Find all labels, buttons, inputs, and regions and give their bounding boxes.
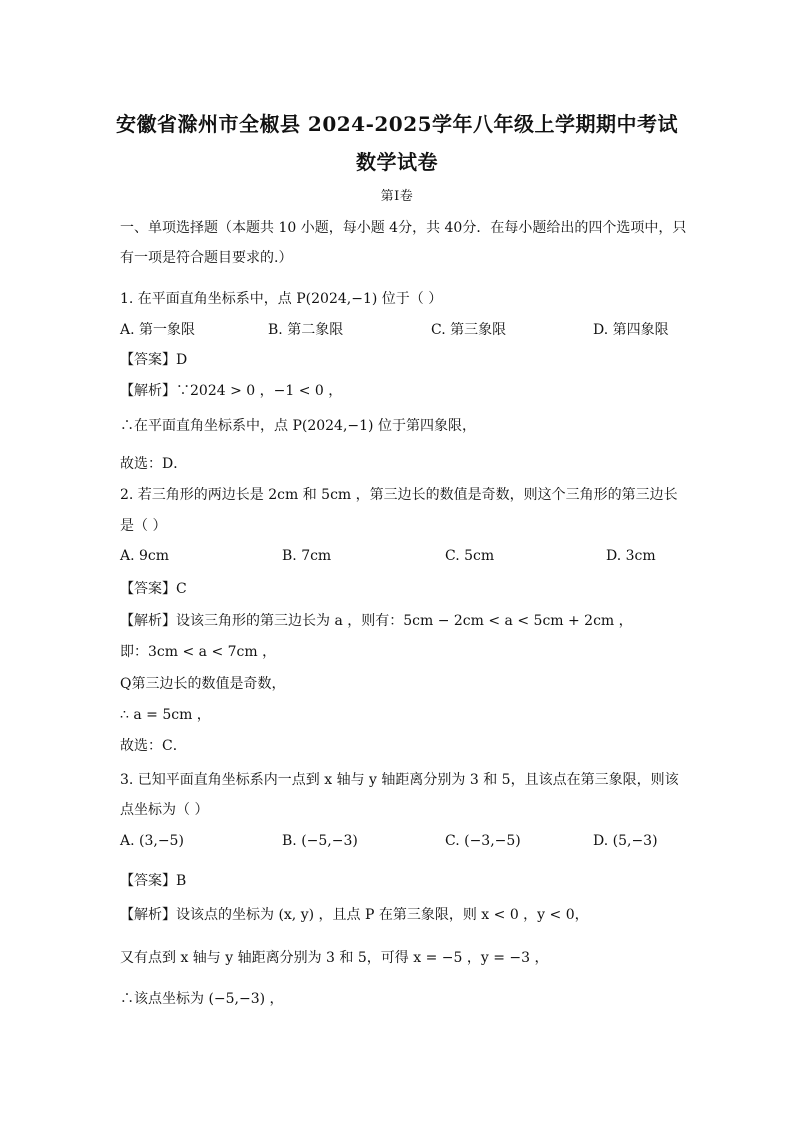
q2-analysis-line-5: 故选：C． <box>120 738 187 754</box>
q2-option-a: A. 9cm <box>120 548 170 564</box>
q2-answer: 【答案】C <box>120 581 187 597</box>
q3-option-d: D. (5,−3) <box>593 833 658 849</box>
q2-analysis-line-1: 【解析】设该三角形的第三边长为 a ，则有：5cm − 2cm < a < 5cm + 2cm ， <box>120 613 633 629</box>
section-heading-line-1: 一、单项选择题（本题共 10 小题，每小题 4分，共 40分．在每小题给出的四个选项中，只 <box>120 220 687 236</box>
q1-analysis-line-1: 【解析】∵2024 > 0 ，−1 < 0 ， <box>120 383 343 399</box>
q3-analysis-line-1: 【解析】设该点的坐标为 (x, y) ，且点 P 在第三象限，则 x < 0 ，y < 0， <box>120 907 589 923</box>
q2-analysis-line-2: 即：3cm < a < 7cm ， <box>120 644 277 660</box>
q2-option-d: D. 3cm <box>606 548 656 564</box>
q3-analysis-line-2: 又有点到 x 轴与 y 轴距离分别为 3 和 5，可得 x = −5 ，y = −3 ， <box>120 950 549 966</box>
section-heading-line-2: 有一项是符合题目要求的.） <box>120 250 293 266</box>
q3-option-c: C. (−3,−5) <box>445 833 521 849</box>
q1-answer: 【答案】D <box>120 352 188 368</box>
q2-option-b: B. 7cm <box>282 548 332 564</box>
q2-stem-line-1: 2. 若三角形的两边长是 2cm 和 5cm ，第三边长的数值是奇数，则这个三角形的第三边长 <box>120 487 678 503</box>
q1-option-a: A. 第一象限 <box>120 322 196 338</box>
volume-label: 第Ⅰ卷 <box>380 189 414 204</box>
q1-stem: 1. 在平面直角坐标系中，点 P(2024,−1) 位于（ ） <box>120 291 443 307</box>
q2-analysis-line-3: Q第三边长的数值是奇数， <box>120 676 286 692</box>
q2-analysis-line-4: ∴ a = 5cm ， <box>120 707 211 723</box>
document-subtitle: 数学试卷 <box>356 150 438 174</box>
q1-analysis-line-3: 故选：D． <box>120 456 188 472</box>
q3-stem-line-1: 3. 已知平面直角坐标系内一点到 x 轴与 y 轴距离分别为 3 和 5，且该点在第三象限，则该 <box>120 772 679 788</box>
q1-analysis-line-2: ∴在平面直角坐标系中，点 P(2024,−1) 位于第四象限， <box>120 418 476 434</box>
document-title: 安徽省滁州市全椒县 2024-2025学年八年级上学期期中考试 <box>115 112 679 136</box>
q3-analysis-line-3: ∴该点坐标为 (−5,−3) ， <box>120 991 284 1007</box>
q1-option-d: D. 第四象限 <box>593 322 669 338</box>
q2-stem-line-2: 是（ ） <box>120 518 167 534</box>
q3-answer: 【答案】B <box>120 873 187 889</box>
q1-option-b: B. 第二象限 <box>268 322 344 338</box>
q1-option-c: C. 第三象限 <box>431 322 507 338</box>
q3-stem-line-2: 点坐标为（ ） <box>120 802 209 818</box>
q3-option-b: B. (−5,−3) <box>282 833 358 849</box>
q2-option-c: C. 5cm <box>445 548 495 564</box>
q3-option-a: A. (3,−5) <box>120 833 184 849</box>
